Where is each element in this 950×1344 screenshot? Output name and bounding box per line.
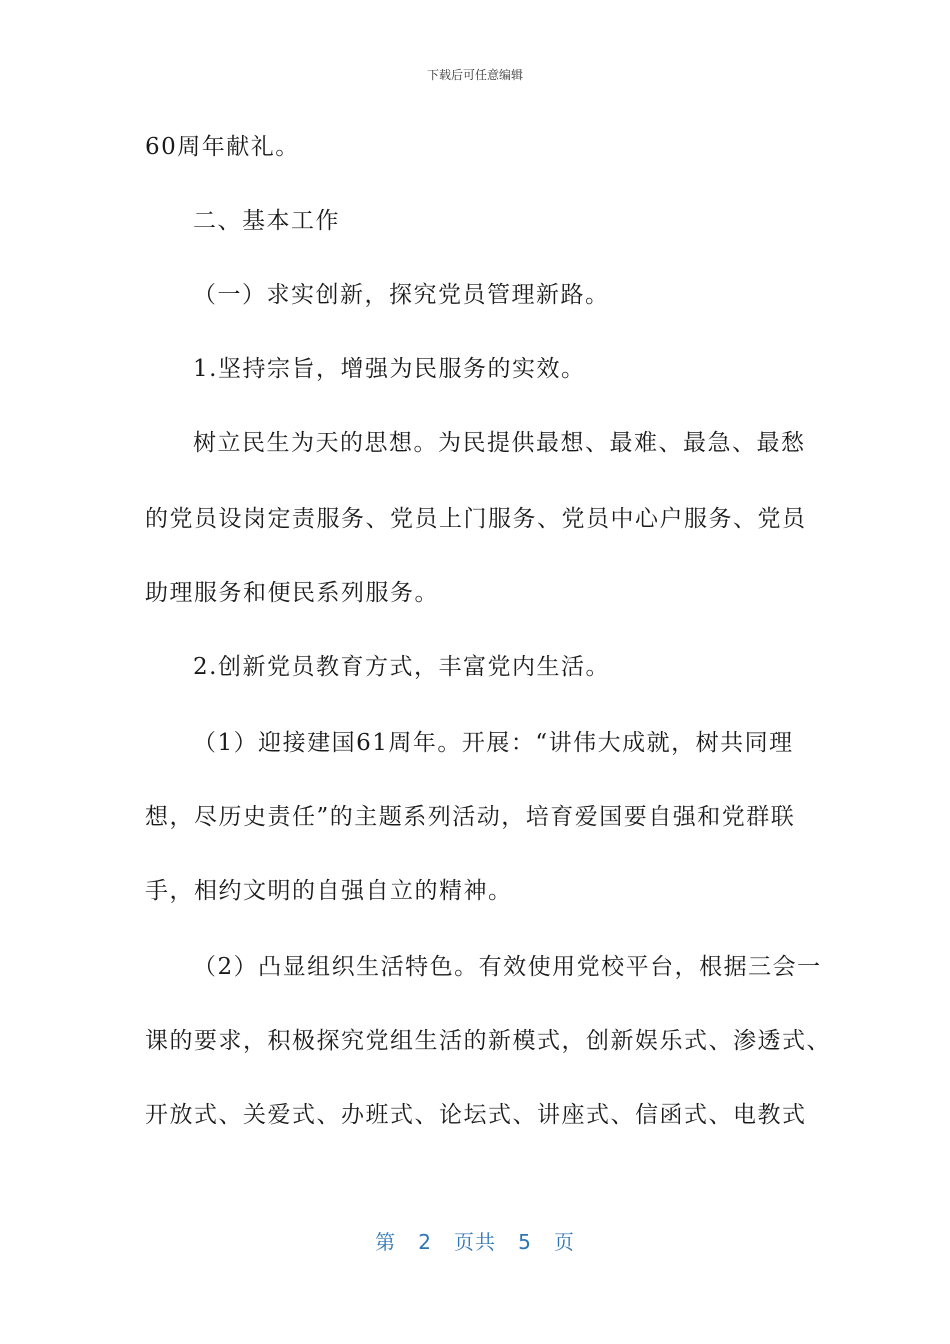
- section-heading: 二、基本工作: [193, 208, 340, 234]
- footer-total-pages: 5: [518, 1230, 532, 1254]
- paragraph-line: 树立民生为天的思想。为民提供最想、最难、最急、最愁: [193, 430, 806, 456]
- paragraph-line: （2）凸显组织生活特色。有效使用党校平台，根据三会一: [193, 954, 822, 980]
- item-heading: 2.创新党员教育方式，丰富党内生活。: [193, 654, 610, 680]
- paragraph-line: （1）迎接建国61周年。开展：“讲伟大成就，树共同理: [193, 730, 794, 756]
- paragraph-line: 60周年献礼。: [145, 134, 300, 160]
- paragraph-line: 的党员设岗定责服务、党员上门服务、党员中心户服务、党员: [145, 506, 807, 532]
- page-footer: [0, 1226, 950, 1255]
- footer-middle: 页共: [454, 1230, 496, 1254]
- paragraph-line: 课的要求，积极探究党组生活的新模式，创新娱乐式、渗透式、: [145, 1028, 831, 1054]
- footer-prefix: 第: [375, 1230, 397, 1254]
- paragraph-line: 想，尽历史责任”的主题系列活动，培育爱国要自强和党群联: [145, 804, 796, 830]
- paragraph-line: 手，相约文明的自强自立的精神。: [145, 878, 513, 904]
- paragraph-line: 助理服务和便民系列服务。: [145, 580, 439, 606]
- header-note: 下载后可任意编辑: [426, 68, 523, 82]
- footer-suffix: 页: [553, 1230, 575, 1254]
- paragraph-line: 开放式、关爱式、办班式、论坛式、讲座式、信函式、电教式: [145, 1102, 807, 1128]
- item-heading: 1.坚持宗旨，增强为民服务的实效。: [193, 356, 586, 382]
- footer-current-page: 2: [418, 1230, 432, 1254]
- subsection-heading: （一）求实创新，探究党员管理新路。: [193, 282, 610, 308]
